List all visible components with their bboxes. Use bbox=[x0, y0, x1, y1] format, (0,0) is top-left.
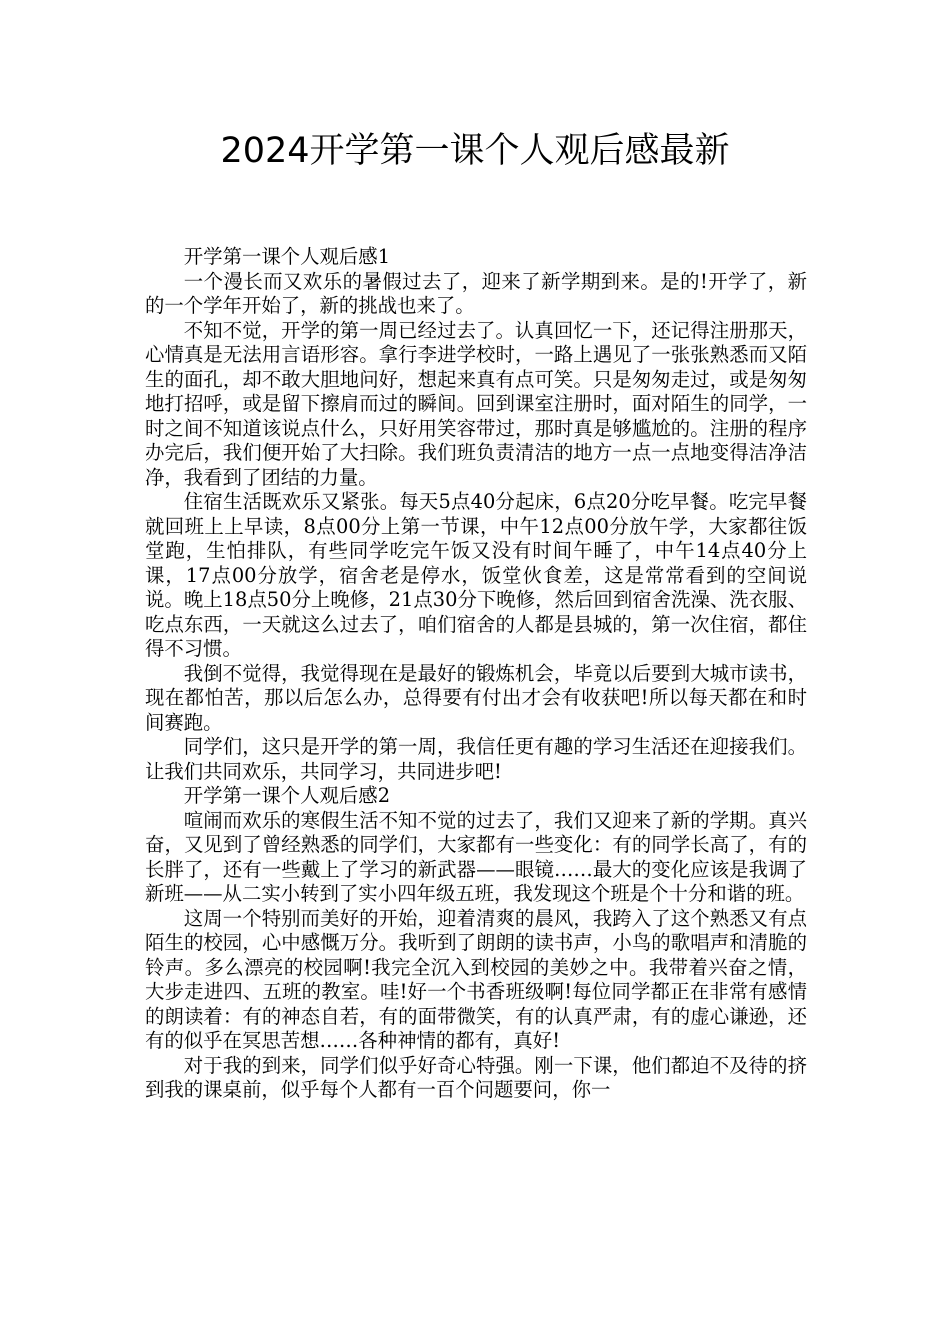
paragraph: 一个漫长而又欢乐的暑假过去了，迎来了新学期到来。是的!开学了，新的一个学年开始了，新的挑战也来了。 bbox=[145, 269, 807, 317]
paragraph: 同学们，这只是开学的第一周，我信任更有趣的学习生活还在迎接我们。让我们共同欢乐，共同学习，共同进步吧! bbox=[145, 735, 807, 783]
paragraph: 我倒不觉得，我觉得现在是最好的锻炼机会，毕竟以后要到大城市读书，现在都怕苦，那以后怎么办，总得要有付出才会有收获吧!所以每天都在和时间赛跑。 bbox=[145, 661, 807, 734]
section-heading: 开学第一课个人观后感1 bbox=[183, 245, 391, 268]
paragraph: 住宿生活既欢乐又紧张。每天5点40分起床，6点20分吃早餐。吃完早餐就回班上上早读，8点00分上第一节课，中午12点00分放午学，大家都往饭堂跑，生怕排队，有些同学吃完午饭又没有时间午睡了，中午14点40分上课，17点00分放学，宿舍老是停水，饭堂伙食差，这是常常看到的空间说说。晚上18点50分上晚修，21点30分下晚修，然后回到宿舍洗澡、洗衣服、吃点东西，一天就这么过去了，咱们宿舍的人都是县城的，第一次住宿，都住得不习惯。 bbox=[145, 490, 807, 660]
document-body bbox=[145, 245, 807, 1103]
paragraph: 不知不觉，开学的第一周已经过去了。认真回忆一下，还记得注册那天，心情真是无法用言语形容。拿行李进学校时，一路上遇见了一张张熟悉而又陌生的面孔，却不敢大胆地问好，想起来真有点可笑。只是匆匆走过，或是匆匆地打招呼，或是留下擦肩而过的瞬间。回到课室注册时，面对陌生的同学，一时之间不知道该说点什么，只好用笑容带过，那时真是够尴尬的。注册的程序办完后，我们便开始了大扫除。我们班负责清洁的地方一点一点地变得洁净洁净，我看到了团结的力量。 bbox=[145, 318, 807, 489]
paragraph: 喧闹而欢乐的寒假生活不知不觉的过去了，我们又迎来了新的学期。真兴奋，又见到了曾经熟悉的同学们，大家都有一些变化：有的同学长高了，有的长胖了，还有一些戴上了学习的新武器——眼镜……最大的变化应该是我调了新班——从二实小转到了实小四年级五班，我发现这个班是个十分和谐的班。 bbox=[145, 808, 807, 905]
section-heading: 开学第一课个人观后感2 bbox=[183, 784, 391, 807]
document-title: 2024开学第一课个人观后感最新 bbox=[220, 131, 730, 171]
paragraph: 对于我的到来，同学们似乎好奇心特强。刚一下课，他们都迫不及待的挤到我的课桌前，似乎每个人都有一百个问题要问，你一 bbox=[145, 1053, 807, 1101]
paragraph: 这周一个特别而美好的开始，迎着清爽的晨风，我跨入了这个熟悉又有点陌生的校园，心中感慨万分。我听到了朗朗的读书声，小鸟的歌唱声和清脆的铃声。多么漂亮的校园啊!我完全沉入到校园的美妙之中。我带着兴奋之情，大步走进四、五班的教室。哇!好一个书香班级啊!每位同学都正在非常有感情的朗读着：有的神态自若，有的面带微笑，有的认真严肃，有的虚心谦逊，还有的似乎在冥思苦想……各种神情的都有，真好! bbox=[145, 906, 807, 1052]
